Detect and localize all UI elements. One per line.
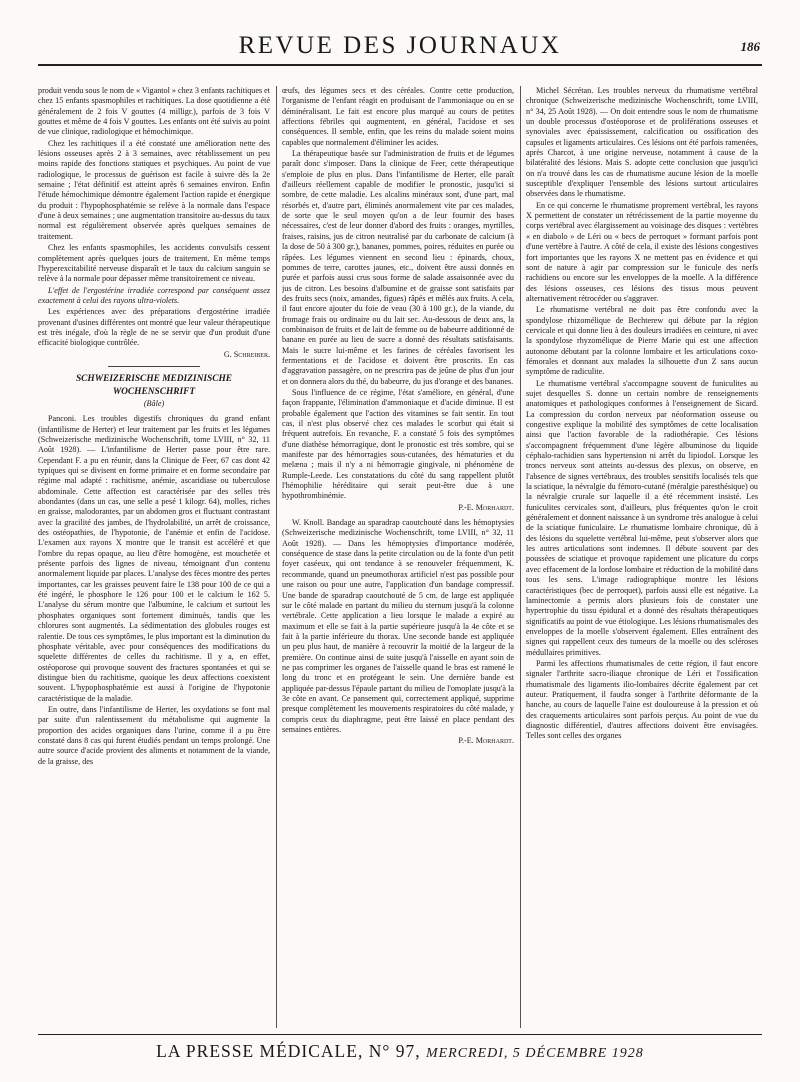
section-title: SCHWEIZERISCHE MEDIZINISCHE WOCHENSCHRIFT: [75, 373, 233, 397]
section-city: (Bâle): [143, 398, 165, 408]
article-paragraph: Michel Sécrétan. Les troubles nerveux du rhumatisme vertébral chronique (Schweizerische medizinische Wochenschrift, tome LVIII, n° 34, 25 Août 1928). — On doit entendre sous le nom de rhumatisme un double processus d'ostéoporose et de proliférations osseuses et synoviales avec épaississement, calcification ou ossification des capsules et ligaments articulaires. Ces lésions ont été parfois ramenées, après Charcot, à une origine nerveuse, notamment à cause de la bilatéralité des lésions. Mais S. adopte cette conclusion que jusqu'ici on n'a trouvé dans les cas de rhumatisme aucune lésion de la moelle susceptible d'expliquer l'ensemble des lésions surtout articulaires observées dans le rhumatisme.: [526, 86, 758, 199]
running-title: REVUE DES JOURNAUX: [238, 32, 562, 59]
paragraph: La thérapeutique basée sur l'administration de fruits et de légumes paraît donc s'imposer. Dans la clinique de Feer, cette thérapeutique s'emploie de plus en plus. Dans l'infantilisme de Herter, elle paraît d'ailleurs réellement capable de modifier le pronostic, jusqu'ici si sombre, de cette maladie. Les alcalins minéraux sont, d'une part, mal résorbés et, d'autre part, éliminés anormalement vite par ces malades, de sorte que le seul moyen qu'on a de leur fournir des bases nécessaires, c'est de leur donner d'abord des fruits : oranges, myrtilles, fraises, raisins, jus de citron neutralisé par du carbonate de calcium (à la dose de 50 à 300 gr.), bananes, pommes, poires, réduites en purée ou râpées. Les légumes viennent en second lieu : épinards, choux, pommes de terre, carottes jaunes, etc., doivent être aussi donnés en purée et parfois aussi crus sous forme de salade assaisonnée avec du jus de citron. Les besoins d'albumine et de graisse sont satisfaits par des fruits secs (noix, amandes, figues) râpés et mêlés aux fruits. A cela, il faut encore ajouter du foie de veau (30 à 100 gr.), de la viande, du fromage frais ou ordinaire ou du lait sec. Au-dessous de deux ans, la combinaison de fruits et de lait de femme ou de babeurre additionné de banane en purée au lieu de sucre a donné des résultats satisfaisants. Mais le sucre lui-même et les farines de céréales favorisent les fermentations et de l'acidose et doivent être proscrits. En cas d'aggravation passagère, on ne prescrira pas de jeûne de plus d'un jour et on donnera alors du thé, du babeurre, du jus d'orange et des bananes.: [282, 149, 514, 386]
article-paragraph: Panconi. Les troubles digestifs chroniques du grand enfant (infantilisme de Herter) et leur traitement par les fruits et les légumes (Schweizerische medizinische Wochenschrift, tome LVIII, n° 32, 11 Août 1928). — L'infantilisme de Herter passe pour être rare. Cependant F. a pu en réunir, dans la Clinique de Feer, 67 cas dont 42 typiques qui se divisent en forme primaire et en forme secondaire par régime mal adapté : rachitisme, anémie, ascaridiase ou tuberculose abdominale. Cette affection est caractérisée par des selles très abondantes (dans un cas, une selle a pesé 1 kilogr. 64), molles, riches en graisse, malodorantes, par un abdomen gros et fluctuant contrastant avec la gracilité des jambes, de l'hydrolabilité, un arrêt de croissance, des ostéopathies, de l'hypotonie, de l'anémie et enfin de l'acidose. L'examen aux rayons X montre que le transit est accéléré et que l'ombre du repas opaque, au lieu d'être homogène, est mouchetée et présente parfois des lignes de niveau, témoignant d'un contenu anormalement liquide par places. L'analyse des fèces montre des pertes importantes, car les graisses peuvent faire le 138 pour 100 de ce qui a été ingéré, le phosphore le 126 pour 100 et le calcium le 162 5. L'analyse du sérum montre que l'albumine, le calcium et surtout les phosphates organiques sont fortement diminués, tandis que les chlorures sont augmentés. La sédimentation des globules rouges est ralentie. De tous ces symptômes, le plus important est la diminution du phosphate véritable, avec pour conséquences des modifications du squelette différentes de celles du rachitisme. Il y a, en effet, ostéoporose qui provoque souvent des fractures spontanées et qui se distingue bien du rachitisme, quoique les deux affections coexistent souvent. L'hypophosphatémie est aussi à l'origine de l'hypotonie caractéristique de la maladie.: [38, 414, 270, 703]
paragraph: Le rhumatisme vertébral ne doit pas être confondu avec la spondylose rhizomélique de Bechterew qui débute par la région cervicale et qui donne lieu à des douleurs irradiées en ceinture, ni avec la spondylose rhyzomélique de Pierre Marie qui est une affection autonome débutant par la colonne lombaire et les articulations coxo-fémorales et donnant aux malades la silhouette d'un Z sans aucun symptôme de radiculite.: [526, 305, 758, 377]
page-footer: [38, 1034, 762, 1064]
column-2: [282, 86, 514, 1028]
paragraph: œufs, des légumes secs et des céréales. Contre cette production, l'organisme de l'enfant réagit en produisant de l'ammoniaque ou en se déminéralisant. Le fait est encore plus marqué au cours de petites affections fébriles qui augmentent, en général, l'acidose et ses conséquences. Il semble, enfin, que les reins du malade soient moins capables que normalement d'éliminer les acides.: [282, 86, 514, 147]
column-divider-1: [276, 86, 277, 1028]
paragraph: Chez les enfants spasmophiles, les accidents convulsifs cessent complètement après quelques jours de traitement. En même temps l'hyperexcitabilité nerveuse disparaît et le taux du calcium sanguin se relève à la normale pour dépasser même transitoirement ce niveau.: [38, 243, 270, 284]
author-signature: P.-E. Morhardt.: [458, 736, 514, 746]
paragraph: produit vendu sous le nom de « Vigantol » chez 3 enfants rachitiques et chez 15 enfants spasmophiles et rachitiques. La dose quotidienne a été généralement de 2 fois V gouttes (4 milligr.), parfois de 3 fois V gouttes et même de 4 fois V gouttes. Les enfants ont été suivis au point de vue clinique, radiologique et hémochimique.: [38, 86, 270, 137]
paragraph: L'effet de l'ergostérine irradiée correspond par conséquent assez exactement à celui des rayons ultra-violets.: [38, 285, 270, 305]
author-signature: P.-E. Morhardt.: [458, 502, 514, 512]
column-3: [526, 86, 758, 1028]
author-signature: G. Schreiber.: [223, 349, 270, 359]
header-rule: [38, 64, 762, 66]
journal-issue: LA PRESSE MÉDICALE, N° 97,: [156, 1041, 421, 1061]
column-1: [38, 86, 270, 1028]
paragraph: Chez les rachitiques il a été constaté une amélioration nette des lésions osseuses après 2 à 3 semaines, avec rétablissement un peu moins rapide des fonctions statiques et psychiques. Au point de vue radiologique, le processus de guérison est facile à suivre dès la 2e semaine ; l'état définitif est atteint après 6 semaines environ. Enfin l'étude hémochimique démontre également l'action rapide et énergique du produit : l'hypophosphatémie se relève à la normale dans l'espace d'une à deux semaines ; une augmentation transitoire au-dessus du taux normal est régulièrement observée après quelques semaines de traitement.: [38, 138, 270, 241]
article-paragraph: W. Knoll. Bandage au sparadrap caoutchouté dans les hémoptysies (Schweizerische medizinische Wochenschrift, tome LVIII, n° 32, 11 Août 1928). — Dans les hémoptysies d'importance modérée, conséquence de stase dans la petite circulation ou de la fonte d'un petit foyer caséeux, qui ont tendance à se renouveler fréquemment, K. recommande, quand un pneumothorax artificiel n'est pas possible pour une raison ou pour une autre, l'application d'un bandage compressif. Une bande de sparadrap caoutchouté de 5 cm. de large est appliquée sur le côté malade en partant du milieu du sternum jusqu'à la colonne vertébrale. Cette application a lieu lorsque le malade a expiré au maximum et elle se fait à la partie supérieure jusqu'à la 4e côte et se fait à la partie inférieure du thorax. Une seconde bande est appliquée un peu plus haut, de manière à recouvrir la moitié de la largeur de la première. On continue ainsi de suite jusqu'à l'aisselle en ayant soin de ne pas comprimer les organes de l'aisselle quand le bras est ramené le long du tronc et en protégeant le sein. Une dernière bande est appliquée par-dessus l'épaule partant du milieu de l'omoplate jusqu'à la 3e côte en avant. Ce pansement qui, correctement appliqué, supprime presque complètement les mouvements respiratoires du côté malade, y compris ceux du diaphragme, peut être laissé en place pendant des semaines entières.: [282, 518, 514, 734]
issue-date: MERCREDI, 5 DÉCEMBRE 1928: [425, 1046, 644, 1061]
footer-rule: [38, 1034, 762, 1035]
paragraph: Le rhumatisme vertébral s'accompagne souvent de funiculites au sujet desquelles S. donne un certain nombre de renseignements anatomiques et pathologiques conformes à l'enseignement de Sicard. La compression du cordon nerveux par néoformation osseuse ou congestive explique la mobilité des symptômes de cette localisation ainsi que l'action favorable de la radiothérapie. Ces lésions s'accompagnent fréquemment d'une légère albuminose du liquide céphalo-rachidien sans hypertension ni arrêt du lipiodol. Lorsque les troncs nerveux sont atteints au-dessus des plexus, on observe, en l'absence de signes vertébraux, des troubles sensitifs localisés tels que la sciatique, la névralgie du fémoro-cutané (méralgie paresthésique) ou la névralgie crurale sur laquelle il a été récemment insisté. Les funiculites cervicales sont, d'ailleurs, plus fréquentes qu'on le croit généralement et donnent naissance à un syndrome très analogue à celui de la sciatique funiculaire. Le rhumatisme lombaire chronique, dû à des lésions du squelette vertébral lui-même, peut s'observer alors que les autres articulations sont indemnes. Il débute souvent par des poussées de sciatique et provoque rapidement une plicature du corps avec effacement de la lordose lombaire et réduction de la mobilité dans tous les sens. L'image radiographique montre les lésions caractéristiques (bec de perroquet), parfois aussi elle est négative. La laminectomie a permis alors plusieurs fois de constater une hypertrophie du tissu épidural et a donné des résultats thérapeutiques significatifs au point de vue étiologique. Les lésions rhumatismales des enveloppes de la moelle s'observent également. Elles entraînent des signes qui rappellent ceux des tumeurs de la moelle ou des scléroses médullaires primitives.: [526, 378, 758, 657]
paragraph: Les expériences avec des préparations d'ergostérine irradiée provenant d'usines différentes ont montré que leur valeur thérapeutique est très inégale, d'où la règle de ne se servir que d'un produit d'une efficacité biologique contrôlée.: [38, 307, 270, 348]
column-divider-2: [520, 86, 521, 1028]
paragraph: Sous l'influence de ce régime, l'état s'améliore, en général, d'une façon frappante, l'élimination d'ammoniaque et d'acide diminue. Il est probable également que l'action des vitamines se fait sentir. En tout cas, il n'est plus observé chez ces malades le scorbut qui était si fréquent autrefois. En revanche, F. a constaté 5 fois des symptômes d'une diathèse hémorragique, dont le pronostic est très sombre, qui se manifeste par des hémorragies sous-cutanées, des hématuries et du melæna ; mais il n'y a ni hémorragie gingivale, ni phénomène de Rumple-Leede. Les constatations du côté du sang rappellent plutôt l'hémophilie héréditaire qui serait peut-être due à une hypothrombinémie.: [282, 387, 514, 501]
paragraph: Parmi les affections rhumatismales de cette région, il faut encore signaler l'arthrite sacro-iliaque chronique de Léri et l'ossification rhumatismale des ligaments ilio-lombaires décrite également par cet auteur. Pratiquement, il faudra songer à l'arthrite déformante de la hanche, au cours de laquelle l'aine est douloureuse à la pression et où des craquements articulaires sont parfois perçus. Au point de vue du diagnostic différentiel, d'autres affections doivent être envisagées. Telles sont celles des organes: [526, 658, 758, 741]
paragraph: En ce qui concerne le rhumatisme proprement vertébral, les rayons X permettent de constater un rétrécissement de la partie moyenne du corps vertébral avec élargissement au voisinage des disques : vertèbres « en diabolo » de Léri ou « becs de perroquet » formant parfois pont d'une vertèbre à l'autre. A côté de cela, il existe des lésions congestives fort importantes que les rayons X ne mettent pas en évidence et qui sont de nature à agir par compression sur le funicule des nerfs rachidiens ou encore sur les enveloppes de la moelle. A la différence des lésions osseuses, ces lésions des tissus mous peuvent alternativement rétrocéder ou s'aggraver.: [526, 200, 758, 303]
paragraph: En outre, dans l'infantilisme de Herter, les oxydations se font mal par suite d'un ralentissement du métabolisme qui augmente la proportion des acides organiques dans l'urine, comme il a pu être constaté dans 8 cas qui furent étudiés pendant un temps prolongé. Une autre source d'acide provient des aliments et notamment de la viande, de la graisse, des: [38, 704, 270, 766]
page-number: 186: [740, 39, 760, 54]
footer-text: [38, 1041, 762, 1062]
section-separator: [108, 366, 201, 367]
page-header: [38, 30, 762, 60]
